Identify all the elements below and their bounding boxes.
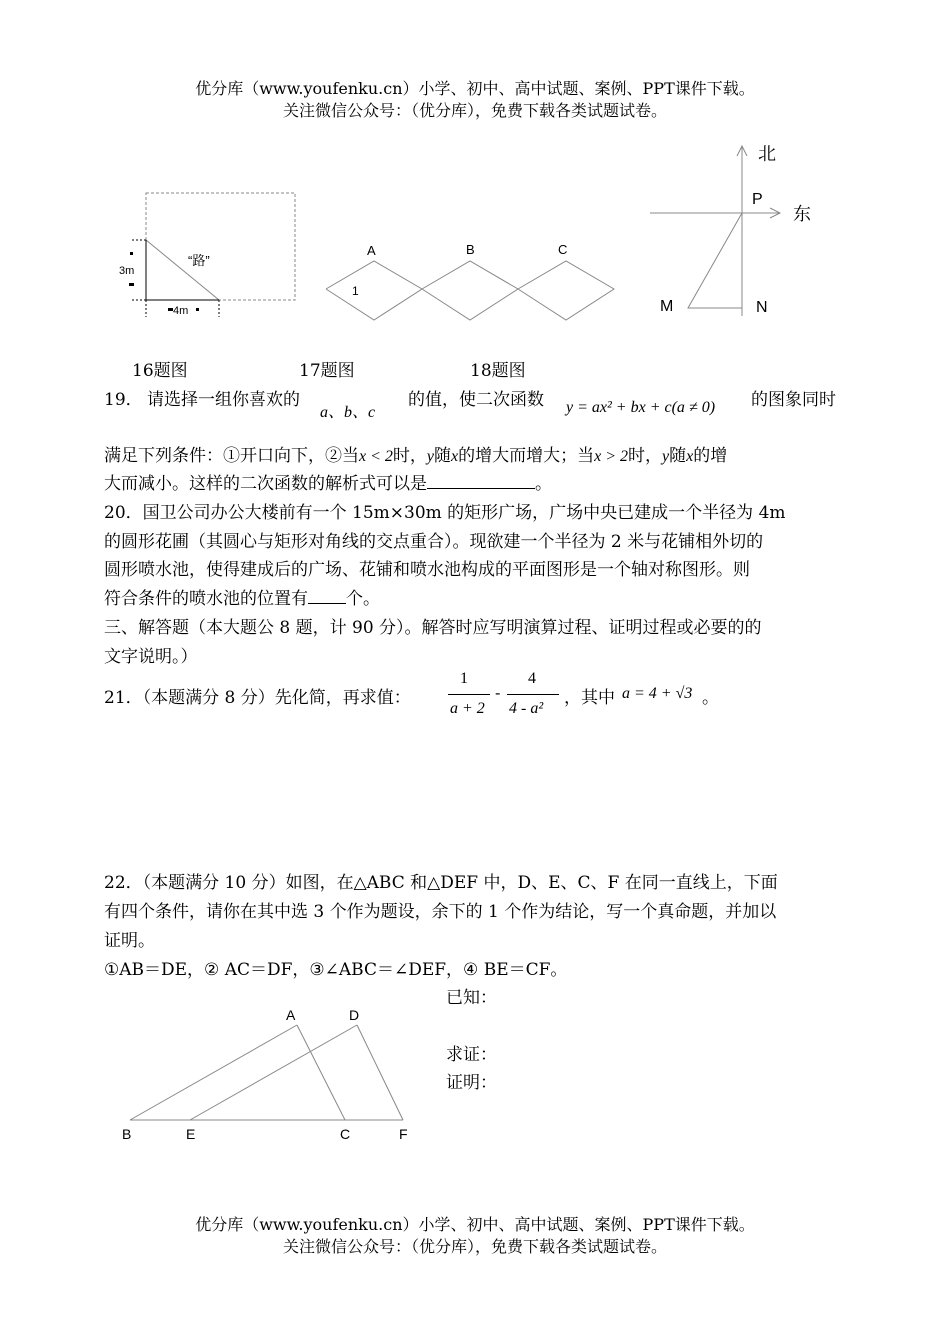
segment-de bbox=[190, 1025, 357, 1120]
footer-line-2: 关注微信公众号：（优分库），免费下载各类试题试卷。 bbox=[282, 1237, 667, 1256]
q21-given: a = 4 + √3 bbox=[622, 685, 693, 702]
triangle-pmn bbox=[688, 213, 742, 308]
figure-22 bbox=[115, 1003, 425, 1148]
caption-18: 18题图 bbox=[470, 361, 526, 381]
label-a: A bbox=[286, 1007, 296, 1023]
footer-line-1: 优分库（www.youfenku.cn）小学、初中、高中试题、案例、PPT课件下载。 bbox=[195, 1215, 755, 1234]
caption-17: 17题图 bbox=[299, 361, 355, 381]
width-label: 4m bbox=[173, 305, 189, 317]
figure-16 bbox=[110, 185, 310, 325]
q19-vars: a、b、c bbox=[320, 404, 376, 421]
label-f: F bbox=[399, 1126, 408, 1142]
segment-df bbox=[357, 1025, 403, 1120]
q21-frac1-num: 1 bbox=[460, 670, 468, 687]
angle-1-label: 1 bbox=[352, 284, 359, 298]
rhombus-3 bbox=[518, 261, 614, 320]
q21-end: 。 bbox=[702, 688, 719, 708]
q21-minus: - bbox=[495, 683, 501, 702]
n-label: N bbox=[756, 299, 768, 316]
q19-line-3: 大而减小。这样的二次函数的解析式可以是 。 bbox=[104, 474, 552, 494]
figure-18 bbox=[640, 138, 830, 328]
q22-conditions: ①AB＝DE，② AC＝DF，③∠ABC＝∠DEF，④ BE＝CF。 bbox=[104, 960, 568, 980]
road-diagonal bbox=[146, 240, 219, 300]
q20-line-4: 符合条件的喷水池的位置有 个。 bbox=[104, 589, 380, 609]
figure-17 bbox=[322, 240, 622, 328]
q21-frac2-bar bbox=[507, 694, 559, 695]
m-label: M bbox=[660, 298, 674, 315]
q20-line-3: 圆形喷水池，使得建成后的广场、花铺和喷水池构成的平面图形是一个轴对称图形。则 bbox=[104, 560, 750, 580]
q22-proof: 证明： bbox=[446, 1073, 497, 1093]
q21-frac2-num: 4 bbox=[528, 670, 536, 687]
q19-number: 19． bbox=[104, 390, 143, 410]
header-line-2: 关注微信公众号：（优分库），免费下载各类试题试卷。 bbox=[282, 101, 667, 120]
section-3-line-2: 文字说明。） bbox=[104, 647, 198, 667]
q21-frac1-bar bbox=[448, 694, 490, 695]
label-a: A bbox=[367, 243, 376, 258]
q19-text-2: 的值，使二次函数 bbox=[408, 390, 544, 410]
q22-line-1: 22．（本题满分 10 分）如图，在△ABC 和△DEF 中，D、E、C、F 在同一直线上，下面 bbox=[104, 873, 778, 893]
label-c: C bbox=[340, 1126, 351, 1142]
header-line-1: 优分库（www.youfenku.cn）小学、初中、高中试题、案例、PPT课件下载。 bbox=[195, 79, 755, 98]
q22-line-3: 证明。 bbox=[104, 931, 155, 951]
q21-prefix: 21．（本题满分 8 分）先化简，再求值： bbox=[104, 688, 411, 708]
label-c: C bbox=[558, 242, 568, 257]
q19-cond-1: x < 2 bbox=[359, 448, 393, 465]
caption-16: 16题图 bbox=[132, 361, 188, 381]
q21-mid: ，其中 bbox=[564, 688, 615, 708]
rhombus-2 bbox=[422, 261, 518, 320]
q20-answer-blank bbox=[308, 589, 346, 604]
north-label: 北 bbox=[758, 144, 776, 164]
q19-line-2: 满足下列条件：①开口向下，②当x < 2时，y随x的增大而增大；当x > 2时，y随x的增 bbox=[104, 446, 728, 466]
road-label: “路” bbox=[188, 253, 210, 268]
q19-text-3: 的图象同时 bbox=[751, 390, 836, 410]
q21-frac2-den: 4 - a² bbox=[509, 700, 544, 717]
q19-function: y = ax² + bx + c(a ≠ 0) bbox=[566, 399, 716, 416]
label-b: B bbox=[122, 1126, 132, 1142]
label-e: E bbox=[186, 1126, 196, 1142]
q20-line-1: 20．国卫公司办公大楼前有一个 15m×30m 的矩形广场，广场中央已建成一个半径为 4m bbox=[104, 503, 786, 523]
q22-known: 已知： bbox=[446, 988, 497, 1008]
rhombus-1 bbox=[326, 261, 422, 320]
east-label: 东 bbox=[793, 204, 811, 224]
segment-ac bbox=[297, 1025, 345, 1120]
rectangle-outline bbox=[146, 193, 295, 300]
height-label: 3m bbox=[119, 265, 135, 277]
segment-ab bbox=[130, 1025, 297, 1120]
label-b: B bbox=[466, 242, 475, 257]
p-label: P bbox=[752, 191, 763, 208]
q19-cond-2: x > 2 bbox=[594, 448, 629, 465]
q19-text-1: 请选择一组你喜欢的 bbox=[147, 390, 300, 410]
q22-line-2: 有四个条件，请你在其中选 3 个作为题设，余下的 1 个作为结论，写一个真命题，并加以 bbox=[104, 902, 777, 922]
q19-answer-blank bbox=[427, 474, 535, 489]
q22-prove: 求证： bbox=[446, 1045, 497, 1065]
q20-line-2: 的圆形花圃（其圆心与矩形对角线的交点重合）。现欲建一个半径为 2 米与花铺相外切的 bbox=[104, 532, 764, 552]
section-3-line-1: 三、解答题（本大题公 8 题，计 90 分）。解答时应写明演算过程、证明过程或必要的的 bbox=[104, 618, 762, 638]
q21-frac1-den: a + 2 bbox=[450, 700, 485, 717]
label-d: D bbox=[349, 1007, 360, 1023]
